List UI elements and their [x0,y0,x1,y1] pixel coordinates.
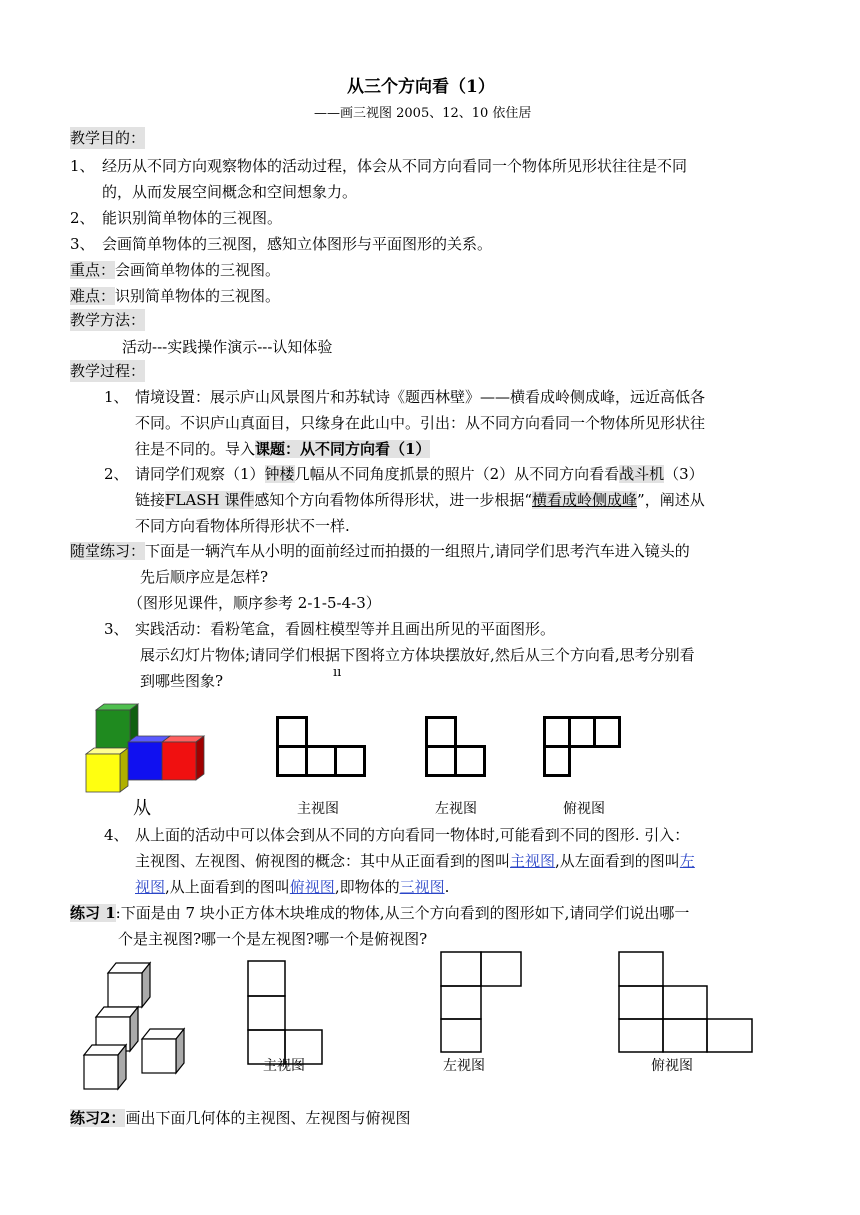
practice-label: 随堂练习： [70,542,146,560]
front-view-link[interactable]: 主视图 [510,852,556,870]
top-view-grid [543,716,623,778]
step4-line3 [135,876,449,898]
red-cube [162,736,204,780]
step1-line2: 不同。不识庐山真面目，只缘身在此山中。引出：从不同方向看同一个物体所见形状往 [135,414,706,432]
step2-text-c: 几幅从不同角度抓景的照片（2）从不同方向看看 [294,465,620,483]
practice-text: 下面是一辆汽车从小明的面前经过而拍摄的一组照片,请同学们思考汽车进入镜头的 [145,542,690,560]
method-text: 活动---实践操作演示---认知体验 [122,338,333,356]
step4-line2 [135,850,695,872]
step2-text-a: 请同学们观察（1） [135,465,265,483]
cube-stack-drawing [80,955,200,1095]
poem-line-link[interactable]: 横看成岭侧成峰 [532,491,638,509]
step2-text-e: （3） [664,465,704,483]
goal-label: 教学目的： [70,129,146,147]
process-label: 教学过程： [70,362,146,380]
step3-num: 3、 [104,620,129,638]
step3-line2: 展示幻灯片物体;请同学们根据下图将立方体块摆放好,然后从三个方向看,思考分别看 [140,646,695,664]
step1-line1: 情境设置：展示庐山风景图片和苏轼诗《题西林壁》——横看成岭侧成峰，远近高低各 [135,388,706,406]
step3-line3: 到哪些图象? [140,672,224,690]
goal-1-line1: 经历从不同方向观察物体的活动过程，体会从不同方向看同一个物体所见形状往往是不同 [102,157,688,175]
ex2-line [70,1107,410,1129]
practice-line1 [70,540,690,562]
hard-point [70,285,280,307]
key-text: 会画简单物体的三视图。 [115,261,281,279]
step2-l2-c: 感知个方向看物体所得形状，进一步根据“ [254,491,533,509]
ex1-view-c [618,951,756,1057]
bell-tower-link[interactable]: 钟楼 [264,465,295,483]
yellow-cube [86,748,128,792]
key-point [70,259,280,281]
step4-l2-b: ,从左面看到的图叫 [555,852,680,870]
step2-line1 [135,463,704,485]
step2-l2-e: ”，阐述从 [637,491,705,509]
step2-line3: 不同方向看物体所得形状不一样. [135,517,350,535]
step3-line1: 实践活动：看粉笔盒，看圆柱模型等并且画出所见的平面图形。 [135,620,556,638]
step2-line2 [135,489,705,511]
ex2-text: 画出下面几何体的主视图、左视图与俯视图 [125,1109,411,1127]
goal-1-line2: 的，从而发展空间概念和空间想象力。 [102,183,358,201]
step1-line3 [135,438,430,460]
step4-l3-c: . [444,878,450,896]
step4-l3-a: ,从上面看到的图叫 [165,878,290,896]
fig1-caption-front: 主视图 [297,801,339,817]
page-title: 从三个方向看（1） [347,77,495,97]
ex1-line2: 个是主视图?哪一个是左视图?哪一个是俯视图? [118,930,428,948]
fig1-caption-left: 左视图 [435,801,477,817]
step4-line1: 从上面的活动中可以体会到从不同的方向看同一物体时,可能看到不同的图形. 引入： [135,826,690,844]
colored-cube-model [80,700,210,800]
step4-l3-b: ,即物体的 [334,878,400,896]
step4-l2-a: 主视图、左视图、俯视图的概念：其中从正面看到的图叫 [135,852,511,870]
left-view-link-part2[interactable]: 视图 [135,878,166,896]
lesson-topic: 课题：从不同方向看（1） [255,440,431,458]
key-label: 重点： [70,261,116,279]
top-view-link[interactable]: 俯视图 [289,878,335,896]
ex1-view-a [247,960,325,1066]
ex1-caption-top: 俯视图 [651,1058,693,1074]
goal-3-num: 3、 [70,235,95,253]
goal-1-num: 1、 [70,157,95,175]
hard-label: 难点： [70,287,116,305]
ex1-caption-front: 主视图 [263,1058,305,1074]
fighter-jet-link[interactable]: 战斗机 [619,465,665,483]
practice-line3: （图形见课件，顺序参考 2-1-5-4-3） [128,594,381,612]
ex1-caption-left: 左视图 [443,1058,485,1074]
ex2-label: 练习2： [70,1109,126,1127]
step2-num: 2、 [104,465,129,483]
ex1-line1 [70,902,689,924]
stray-mark: ıı [333,665,342,680]
ex1-label: 练习 1 [70,904,116,922]
step1-line3-pre: 往是不同的。导入 [135,440,256,458]
ex1-view-b [440,951,524,1057]
three-views-link[interactable]: 三视图 [399,878,445,896]
step4-num: 4、 [104,826,129,844]
fig1-caption-top: 俯视图 [563,801,605,817]
hard-text: 识别简单物体的三视图。 [115,287,281,305]
page-subtitle: ——画三视图 2005、12、10 依住居 [314,106,532,121]
method-label: 教学方法： [70,311,146,329]
step1-num: 1、 [104,388,129,406]
goal-3-text: 会画简单物体的三视图，感知立体图形与平面图形的关系。 [102,235,493,253]
practice-line2: 先后顺序应是怎样? [140,568,269,586]
flash-courseware-link[interactable]: FLASH 课件 [165,491,255,509]
front-view-grid [276,716,368,778]
left-view-link-part1[interactable]: 左 [679,852,695,870]
ex1-text: :下面是由 7 块小正方体木块堆成的物体,从三个方向看到的图形如下,请同学们说出哪一 [115,904,690,922]
goal-2-text: 能识别简单物体的三视图。 [102,209,283,227]
direction-label: 从 [133,798,151,819]
goal-2-num: 2、 [70,209,95,227]
left-view-grid [425,716,487,778]
step2-l2-a: 链接 [135,491,166,509]
